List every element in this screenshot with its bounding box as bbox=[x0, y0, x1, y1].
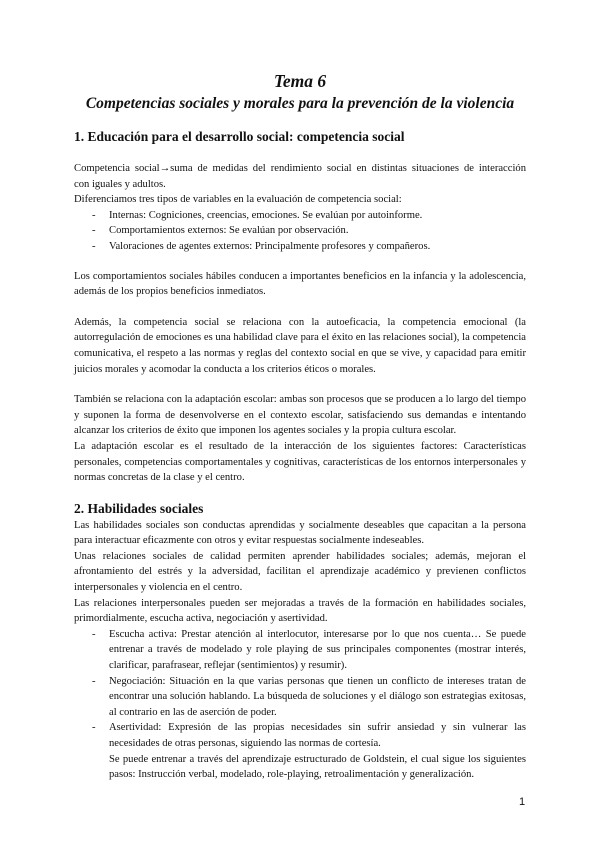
intro-line-3: Diferenciamos tres tipos de variables en la evaluación de competencia social: bbox=[74, 194, 402, 206]
list-item: - Internas: Cogniciones, creencias, emociones. Se evalúan por autoinforme. bbox=[92, 209, 423, 221]
document-subtitle: Competencias sociales y morales para la prevención de la violencia bbox=[85, 95, 515, 112]
list-item: - Comportamientos externos: Se evalúan por observación. bbox=[92, 225, 349, 237]
paragraph: Además, la competencia social se relaciona con la autoeficacia, la competencia emocional (la autorregulación de emociones es una habilidad clave para el éxito en las relaciones social), la competencia comunicativa, el respeto a las normas y reglas del contexto social en que se vive, y capacidad para emitir juicios morales y acomodar la conducta a los criterios éticos o morales. bbox=[74, 316, 526, 375]
paragraph: Las relaciones interpersonales pueden ser mejoradas a través de la formación en habilidades sociales, primordialmente, escucha activa, negociación y asertividad. bbox=[74, 597, 526, 625]
document-page bbox=[74, 70, 526, 783]
document-title: Tema 6 bbox=[273, 71, 327, 91]
intro-line-1: Competencia social→suma de medidas del rendimiento social en distintas situaciones de interacción bbox=[74, 163, 526, 174]
variables-list bbox=[74, 208, 526, 255]
paragraph: La adaptación escolar es el resultado de la interacción de los siguientes factores: Características personales, competencias comportamentales y cognitivas, características de los entornos interpersonales y normas concretas de la clase y el centro. bbox=[74, 440, 526, 484]
intro-line-2: con iguales y adultos. bbox=[74, 178, 166, 190]
page-number: 1 bbox=[519, 796, 526, 808]
skills-list bbox=[74, 627, 526, 783]
section-1-heading: 1. Educación para el desarrollo social: competencia social bbox=[74, 129, 405, 144]
section-2-heading: 2. Habilidades sociales bbox=[74, 500, 204, 516]
list-item: - Valoraciones de agentes externos: Principalmente profesores y compañeros. bbox=[92, 240, 431, 252]
list-item-continuation: Se puede entrenar a través del aprendizaje estructurado de Goldstein, el cual sigue los siguientes pasos: Instrucción verbal, modelado, role-playing, retroalimentación y generalización. bbox=[109, 753, 526, 781]
paragraph: También se relaciona con la adaptación escolar: ambas son procesos que se producen a lo largo del tiempo y suponen la forma de desenvolverse en el contexto escolar, satisfaciendo sus demandas e intentando alcanzar los criterios de éxito que imponen los agentes sociales y la propia cultura escolar. bbox=[74, 394, 526, 437]
paragraph: Las habilidades sociales son conductas aprendidas y socialmente deseables que capacitan a la persona para interactuar eficazmente con otros y evitar respuestas socialmente indeseables. bbox=[74, 519, 526, 547]
paragraph: Unas relaciones sociales de calidad permiten aprender habilidades sociales; además, mejoran el afrontamiento del estrés y la adversidad, facilitan el aprendizaje académico y previenen conflictos interpersonales y violencia en el centro. bbox=[74, 550, 526, 594]
list-item: - Negociación: Situación en la que varias personas que tienen un conflicto de intereses tratan de encontrar una solución hablando. La búsqueda de soluciones y el diálogo son estrategias exitosas, al contrario en las de aserción de poder. bbox=[92, 675, 526, 718]
list-item: - Escucha activa: Prestar atención al interlocutor, interesarse por lo que nos cuenta… Se puede entrenar a través de modelado y role playing de sus principales componentes (mostrar interés, clarificar, parafrasear, reflejar (sentimientos) y resumir). bbox=[92, 628, 526, 672]
paragraph: Los comportamientos sociales hábiles conducen a importantes beneficios en la infancia y la adolescencia, además de los propios beneficios inmediatos. bbox=[74, 270, 526, 298]
list-item: - Asertividad: Expresión de las propias necesidades sin sufrir ansiedad y sin vulnerar las necesidades de otras personas, siguiendo las normas de cortesía. Se puede entrenar a través del aprendizaje estructurado de Goldstein, el cual sigue los siguientes pasos: Instrucción verbal, modelado, role-playing, retroalimentación y generalización. bbox=[92, 720, 526, 782]
